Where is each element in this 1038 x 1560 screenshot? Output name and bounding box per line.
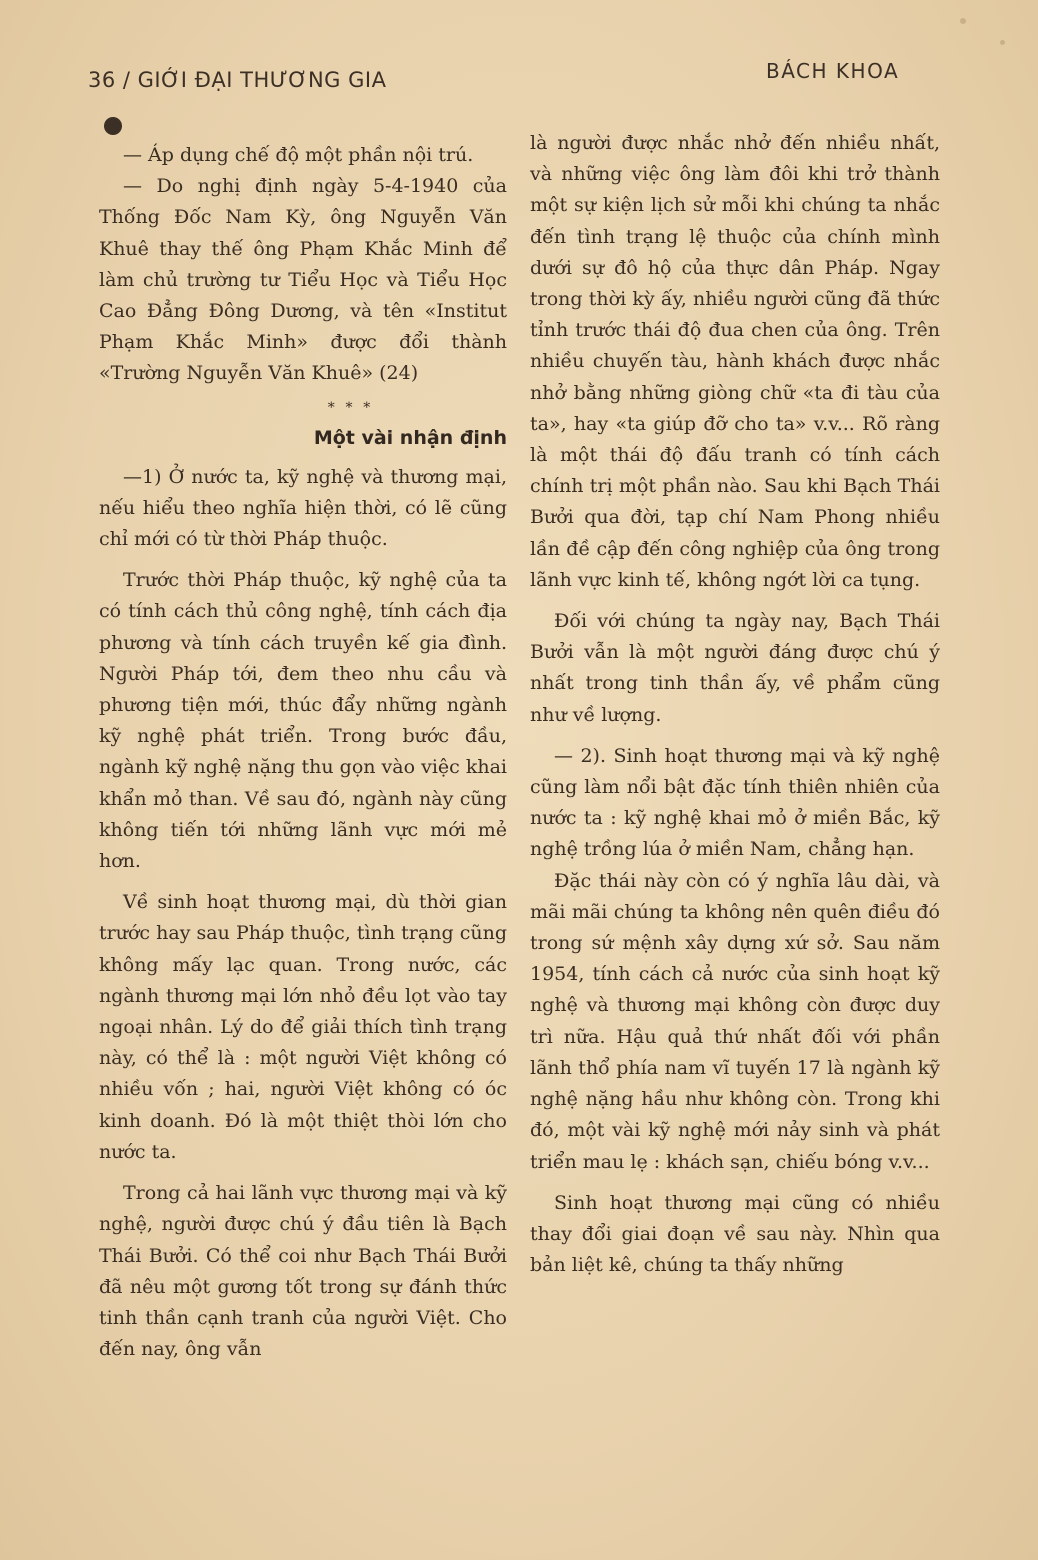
paragraph: là người được nhắc nhở đến nhiều nhất, và những việc ông làm đôi khi trở thành một sự kiện lịch sử mỗi khi chúng ta nhắc đến tình trạng lệ thuộc của chính mình dưới sự đô hộ của thực dân Pháp. Ngay trong thời kỳ ấy, nhiều người cũng đã thức tỉnh trước thái độ đua chen của ông. Trên nhiều chuyến tàu, hành khách được nhắc nhở bằng những giòng chữ «ta đi tàu của ta», hay «ta giúp đỡ cho ta» v.v... Rõ ràng là một thái độ đấu tranh có tính cách chính trị một phần nào. Sau khi Bạch Thái Bưởi qua đời, tạp chí Nam Phong nhiều lần đề cập đến công nghiệp của ông trong lãnh vực kinh tế, không ngớt lời ca tụng. (530, 132, 940, 591)
paragraph: Trong cả hai lãnh vực thương mại và kỹ nghệ, người được chú ý đầu tiên là Bạch Thái Bưởi. Có thể coi như Bạch Thái Bưởi đã nêu một gương tốt trong sự đánh thức tinh thần cạnh tranh của người Việt. Cho đến nay, ông vẫn (99, 1182, 507, 1361)
paper-spot (1000, 40, 1005, 45)
paragraph: — 2). Sinh hoạt thương mại và kỹ nghệ cũng làm nổi bật đặc tính thiên nhiên của nước ta : kỹ nghệ khai mỏ ở miền Bắc, kỹ nghệ trồng lúa ở miền Nam, chẳng hạn. (530, 744, 940, 861)
section-ornament-icon (104, 117, 122, 135)
section-heading: Một vài nhận định (313, 426, 507, 449)
paragraph: Trước thời Pháp thuộc, kỹ nghệ của ta có tính cách thủ công nghệ, tính cách địa phương và tính cách truyền kế gia đình. Người Pháp tới, đem theo nhu cầu và phương tiện mới, thúc đẩy những ngành kỹ nghệ phát triển. Trong bước đầu, ngành kỹ nghệ nặng thu gọn vào việc khai khẩn mỏ than. Về sau đó, ngành này cũng không tiến tới những lãnh vực mới mẻ hơn. (99, 569, 507, 873)
paragraph: — Áp dụng chế độ một phần nội trú. (123, 144, 474, 166)
paragraph: Về sinh hoạt thương mại, dù thời gian trước hay sau Pháp thuộc, tình trạng cũng không mấy lạc quan. Trong nước, các ngành thương mại lớn nhỏ đều lọt vào tay ngoại nhân. Lý do để giải thích tình trạng này, có thể là : một người Việt không có nhiều vốn ; hai, người Việt không có óc kinh doanh. Đó là một thiệt thòi lớn cho nước ta. (99, 891, 507, 1163)
paragraph: — Do nghị định ngày 5-4-1940 của Thống Đốc Nam Kỳ, ông Nguyễn Văn Khuê thay thế ông Phạm Khắc Minh để làm chủ trường tư Tiểu Học và Tiểu Học Cao Đẳng Đông Dương, và tên «Institut Phạm Khắc Minh» được đổi thành «Trường Nguyễn Văn Khuê» (24) (99, 175, 507, 385)
paragraph: Đặc thái này còn có ý nghĩa lâu dài, và mãi mãi chúng ta không nên quên điều đó trong sứ mệnh xây dựng xứ sở. Sau năm 1954, tính cách cả nước của sinh hoạt kỹ nghệ và thương mại không còn được duy trì nữa. Hậu quả thứ nhất đối với phần lãnh thổ phía nam vĩ tuyến 17 là ngành kỹ nghệ nặng hầu như không còn. Trong khi đó, một vài kỹ nghệ mới nảy sinh và phát triển mau lẹ : khách sạn, chiếu bóng v.v... (530, 869, 940, 1173)
left-column (99, 140, 507, 1365)
running-header-title: 36 / GIỚI ĐẠI THƯƠNG GIA (88, 68, 387, 92)
paper-spot (960, 18, 966, 24)
paragraph: Sinh hoạt thương mại cũng có nhiều thay đổi giai đoạn về sau này. Nhìn qua bản liệt kê, chúng ta thấy những (530, 1191, 940, 1277)
paragraph: —1) Ở nước ta, kỹ nghệ và thương mại, nếu hiểu theo nghĩa hiện thời, có lẽ cũng chỉ mới có từ thời Pháp thuộc. (99, 465, 507, 551)
section-divider-stars: * * * (327, 399, 375, 416)
running-header-magazine: BÁCH KHOA (766, 59, 900, 83)
right-column (530, 128, 940, 1281)
paragraph: Đối với chúng ta ngày nay, Bạch Thái Bưởi vẫn là một người đáng được chú ý nhất trong tinh thần ấy, về phẩm cũng như về lượng. (530, 610, 940, 726)
